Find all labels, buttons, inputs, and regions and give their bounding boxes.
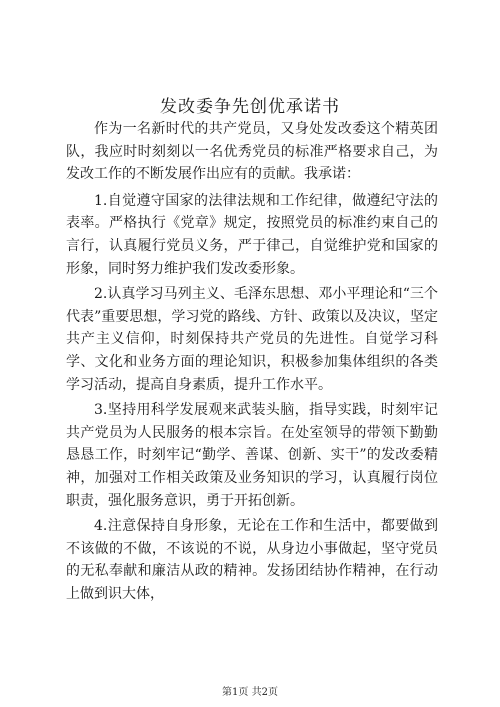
document-body xyxy=(66,118,438,608)
page-footer: 第1页 共2页 xyxy=(222,687,278,698)
paragraph-item-3: 3.坚持用科学发展观来武装头脑，指导实践，时刻牢记共产党员为人民服务的根本宗旨。在处室领导的带领下勤勤恳恳工作，时刻牢记“勤学、善谋、创新、实干”的发改委精神，加强对工作相关政策及业务知识的学习，认真履行岗位职责，强化服务意识，勇于开拓创新。 xyxy=(66,402,438,509)
paragraph-item-1: 1.自觉遵守国家的法律法规和工作纪律，做遵纪守法的表率。严格执行《党章》规定，按照党员的标准约束自己的言行，认真履行党员义务，严于律己，自觉维护党和国家的形象，同时努力维护我们发改委形象。 xyxy=(66,192,438,277)
paragraph-item-2: 2.认真学习马列主义、毛泽东思想、邓小平理论和“三个代表”重要思想，学习党的路线、方针、政策以及决议，坚定共产主义信仰，时刻保持共产党员的先进性。自觉学习科学、文化和业务方面的理论知识，积极参加集体组织的各类学习活动，提高自身素质，提升工作水平。 xyxy=(66,286,438,393)
paragraph-intro: 作为一名新时代的共产党员，又身处发改委这个精英团队，我应时时刻刻以一名优秀党员的标准严格要求自己，为发改工作的不断发展作出应有的贡献。我承诺： xyxy=(66,121,438,183)
paragraph-item-4: 4.注意保持自身形象，无论在工作和生活中，都要做到不该做的不做，不该说的不说，从身边小事做起，坚守党员的无私奉献和廉洁从政的精神。发扬团结协作精神，在行动上做到识大体， xyxy=(66,518,438,602)
document-title: 发改委争先创优承诺书 xyxy=(160,97,340,117)
